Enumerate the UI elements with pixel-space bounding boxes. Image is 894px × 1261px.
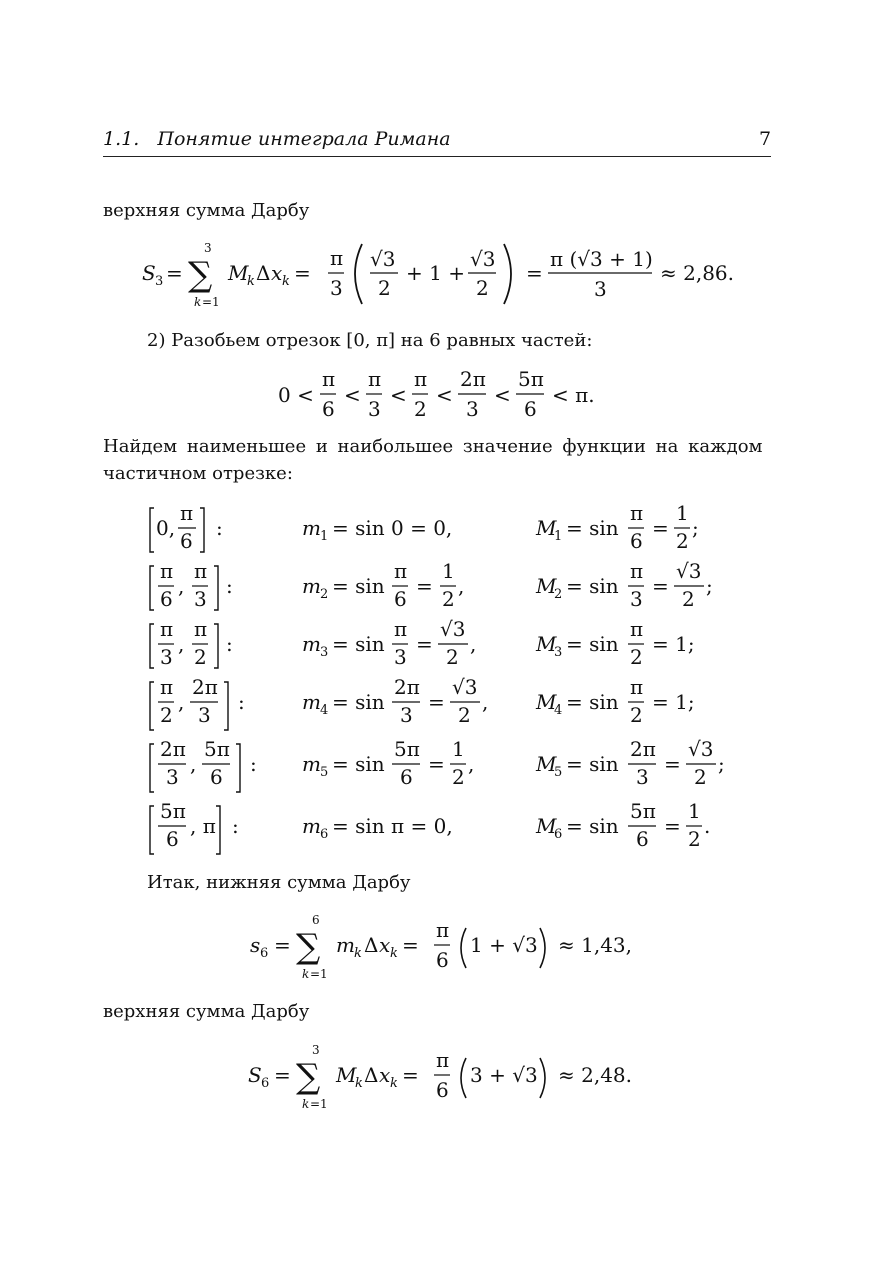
svg-text:2π: 2π: [394, 675, 420, 699]
header-rule: [103, 156, 771, 157]
svg-text:2π: 2π: [160, 737, 186, 761]
svg-text:π: π: [414, 368, 428, 391]
table-row: [150, 799, 710, 854]
svg-text:6: 6: [636, 827, 649, 851]
approx-S3: ≈ 2,86.: [660, 261, 735, 285]
svg-text:=: =: [664, 752, 681, 776]
svg-text:= sin: = sin: [566, 814, 619, 838]
svg-text:6: 6: [524, 397, 537, 421]
svg-text:6: 6: [260, 946, 269, 961]
formula-S6: [240, 1038, 660, 1114]
extrema-table: [140, 500, 760, 860]
svg-text:3 + √3: 3 + √3: [470, 1063, 538, 1087]
svg-text:6: 6: [180, 529, 193, 553]
svg-text:3: 3: [554, 645, 563, 660]
svg-text:=: =: [428, 690, 445, 714]
svg-text:<: <: [390, 383, 407, 407]
svg-text:= sin: = sin: [332, 690, 385, 714]
svg-text:2: 2: [442, 587, 455, 611]
svg-text:2: 2: [676, 529, 689, 553]
svg-text:4: 4: [554, 703, 563, 718]
svg-text:∑: ∑: [296, 927, 321, 967]
svg-text:x: x: [379, 1063, 391, 1087]
svg-text:1: 1: [320, 529, 329, 544]
svg-text:5π: 5π: [204, 737, 230, 761]
svg-text::: :: [216, 516, 223, 540]
svg-text:=: =: [428, 752, 445, 776]
svg-text:,: ,: [178, 574, 185, 598]
svg-text:√3: √3: [676, 559, 702, 583]
svg-text:3: 3: [368, 397, 381, 421]
svg-text:6: 6: [436, 948, 449, 972]
svg-text:= sin 0 = 0,: = sin 0 = 0,: [332, 516, 453, 540]
svg-text:π: π: [630, 559, 644, 583]
running-header: [103, 128, 451, 150]
svg-text:2: 2: [160, 703, 173, 727]
svg-text:= sin: = sin: [566, 690, 619, 714]
svg-text:2π: 2π: [192, 675, 218, 699]
svg-text:π: π: [322, 368, 336, 391]
svg-text:x: x: [379, 933, 391, 957]
svg-text:m: m: [302, 516, 321, 540]
svg-text:2: 2: [320, 587, 329, 602]
svg-text:k: k: [355, 1076, 363, 1091]
svg-text:,: ,: [190, 752, 197, 776]
svg-text:3: 3: [630, 587, 643, 611]
svg-text:6: 6: [322, 397, 335, 421]
svg-text::: :: [238, 690, 245, 714]
formula-S3: [130, 236, 750, 312]
svg-text:0 <: 0 <: [278, 383, 314, 407]
section-title: Понятие интеграла Римана: [157, 128, 451, 150]
svg-text:3: 3: [330, 276, 343, 300]
svg-text:= sin: = sin: [566, 632, 619, 656]
svg-text:= sin: = sin: [332, 752, 385, 776]
svg-text:=: =: [274, 1063, 291, 1087]
find-text-line-2: частичном отрезке:: [103, 463, 293, 484]
svg-text::: :: [226, 574, 233, 598]
svg-text:k: k: [390, 946, 398, 961]
svg-text:6: 6: [210, 765, 223, 789]
svg-text:<: <: [344, 383, 361, 407]
svg-text:k: k: [282, 274, 290, 289]
table-row: [150, 501, 699, 553]
svg-text:√3: √3: [688, 737, 714, 761]
svg-text:;: ;: [718, 752, 725, 776]
svg-text:2: 2: [458, 703, 471, 727]
table-row: [150, 559, 713, 611]
svg-text:= sin: = sin: [566, 574, 619, 598]
svg-text:=: =: [402, 933, 419, 957]
svg-text:<: <: [494, 383, 511, 407]
svg-text:=: =: [652, 516, 669, 540]
svg-text::: :: [232, 814, 239, 838]
svg-text:3: 3: [400, 703, 413, 727]
svg-text:3: 3: [155, 274, 164, 289]
svg-text:m: m: [302, 752, 321, 776]
svg-text:3: 3: [160, 645, 173, 669]
svg-text:Δ: Δ: [256, 261, 271, 285]
svg-text:M: M: [228, 261, 249, 285]
svg-text:2: 2: [378, 276, 391, 300]
svg-text:=1: =1: [202, 295, 220, 309]
svg-text:2: 2: [414, 397, 427, 421]
approx-s6: ≈ 1,43,: [558, 933, 633, 957]
svg-text:5: 5: [320, 765, 329, 780]
svg-text:x: x: [271, 261, 283, 285]
svg-text:k: k: [302, 967, 310, 981]
svg-text:;: ;: [692, 516, 699, 540]
svg-text:√3: √3: [470, 247, 496, 271]
svg-text:5π: 5π: [518, 368, 544, 391]
svg-text:Δ: Δ: [364, 933, 379, 957]
svg-text:=: =: [416, 574, 433, 598]
svg-text:3: 3: [198, 703, 211, 727]
svg-text:,: ,: [178, 632, 185, 656]
svg-text:k: k: [194, 295, 202, 309]
svg-text:= sin: = sin: [566, 752, 619, 776]
svg-text:S: S: [248, 1063, 262, 1087]
svg-text:π: π: [160, 675, 174, 699]
svg-text:1: 1: [688, 799, 701, 823]
formula-partition: [270, 368, 610, 426]
svg-text:5π: 5π: [394, 737, 420, 761]
svg-text:=: =: [294, 261, 311, 285]
svg-text:2π: 2π: [630, 737, 656, 761]
svg-text:s: s: [250, 933, 261, 957]
table-row: [150, 675, 695, 730]
svg-text:2: 2: [554, 587, 563, 602]
step-2-text: 2) Разобьем отрезок [0, π] на 6 равных частей:: [147, 330, 593, 351]
svg-text:M: M: [536, 516, 557, 540]
svg-text:M: M: [536, 814, 557, 838]
svg-text:3: 3: [594, 277, 607, 301]
svg-text:∑: ∑: [296, 1057, 321, 1097]
formula-s6: [240, 908, 660, 984]
table-row: [150, 737, 725, 792]
svg-text:=: =: [652, 574, 669, 598]
svg-text:M: M: [536, 574, 557, 598]
svg-text:,: ,: [470, 632, 477, 656]
svg-text:3: 3: [636, 765, 649, 789]
svg-text:2: 2: [630, 645, 643, 669]
svg-text:6: 6: [554, 827, 563, 842]
svg-text:k: k: [390, 1076, 398, 1091]
svg-text:.: .: [704, 814, 711, 838]
svg-text:k: k: [354, 946, 362, 961]
svg-text:,: ,: [178, 690, 185, 714]
svg-text:π: π: [180, 501, 194, 525]
svg-text:π: π: [394, 559, 408, 583]
svg-text:=: =: [166, 261, 183, 285]
svg-text:3: 3: [204, 241, 212, 255]
svg-text:0,: 0,: [156, 516, 176, 540]
svg-text:π: π: [394, 617, 408, 641]
svg-text:m: m: [302, 814, 321, 838]
svg-text:1: 1: [452, 737, 465, 761]
svg-text:2: 2: [682, 587, 695, 611]
svg-text:, π: , π: [190, 814, 216, 838]
svg-text:2: 2: [688, 827, 701, 851]
svg-text:,: ,: [468, 752, 475, 776]
svg-text:= 1;: = 1;: [652, 690, 695, 714]
svg-text:π: π: [630, 501, 644, 525]
svg-text:5π: 5π: [630, 799, 656, 823]
svg-text:M: M: [536, 632, 557, 656]
svg-text:,: ,: [458, 574, 465, 598]
svg-text:m: m: [336, 933, 355, 957]
svg-text:√3: √3: [440, 617, 466, 641]
upper-sum-intro-1: верхняя сумма Дарбу: [103, 200, 310, 221]
svg-text:1: 1: [442, 559, 455, 583]
svg-text:5: 5: [554, 765, 563, 780]
svg-text:2π: 2π: [460, 368, 486, 391]
svg-text:π: π: [194, 617, 208, 641]
page-number: 7: [759, 128, 772, 150]
svg-text:π: π: [368, 368, 382, 391]
svg-text:π: π: [436, 918, 450, 942]
svg-text:6: 6: [166, 827, 179, 851]
svg-text:=: =: [402, 1063, 419, 1087]
svg-text:2: 2: [446, 645, 459, 669]
svg-text:π: π: [160, 617, 174, 641]
svg-text:2: 2: [694, 765, 707, 789]
svg-text:6: 6: [312, 913, 320, 927]
svg-text:√3: √3: [452, 675, 478, 699]
svg-text:π: π: [630, 617, 644, 641]
svg-text:,: ,: [482, 690, 489, 714]
svg-text:4: 4: [320, 703, 329, 718]
svg-text:m: m: [302, 574, 321, 598]
svg-text:3: 3: [194, 587, 207, 611]
svg-text::: :: [226, 632, 233, 656]
find-text-line-1: Найдем наименьшее и наибольшее значение функции на каждом: [103, 436, 763, 457]
svg-text:=: =: [664, 814, 681, 838]
svg-text:=1: =1: [310, 1097, 328, 1111]
svg-text:=: =: [274, 933, 291, 957]
svg-text:√3: √3: [370, 247, 396, 271]
svg-text:3: 3: [166, 765, 179, 789]
svg-text:1: 1: [554, 529, 563, 544]
svg-text:2: 2: [452, 765, 465, 789]
svg-text:6: 6: [400, 765, 413, 789]
svg-text:π: π: [194, 559, 208, 583]
svg-text:=: =: [416, 632, 433, 656]
svg-text:= sin: = sin: [332, 632, 385, 656]
svg-text:1: 1: [676, 501, 689, 525]
upper-sum-intro-2: верхняя сумма Дарбу: [103, 1001, 310, 1022]
svg-text:π: π: [436, 1048, 450, 1072]
svg-text:6: 6: [320, 827, 329, 842]
svg-text:π: π: [160, 559, 174, 583]
svg-text:3: 3: [466, 397, 479, 421]
svg-text:= sin π = 0,: = sin π = 0,: [332, 814, 453, 838]
section-number: 1.1.: [103, 128, 140, 150]
svg-text:6: 6: [261, 1076, 270, 1091]
svg-text:∑: ∑: [188, 255, 213, 295]
svg-text:3: 3: [394, 645, 407, 669]
svg-text:<: <: [436, 383, 453, 407]
svg-text:6: 6: [394, 587, 407, 611]
svg-text:k: k: [302, 1097, 310, 1111]
svg-text:M: M: [536, 690, 557, 714]
svg-text:S: S: [142, 261, 156, 285]
svg-text:6: 6: [160, 587, 173, 611]
svg-text:2: 2: [194, 645, 207, 669]
svg-text:m: m: [302, 632, 321, 656]
svg-text:5π: 5π: [160, 799, 186, 823]
svg-text:M: M: [336, 1063, 357, 1087]
svg-text:6: 6: [630, 529, 643, 553]
svg-text:=: =: [526, 261, 543, 285]
svg-text:π: π: [330, 246, 344, 270]
svg-text:Δ: Δ: [364, 1063, 379, 1087]
svg-text:= sin: = sin: [332, 574, 385, 598]
svg-text:3: 3: [312, 1043, 320, 1057]
svg-text:M: M: [536, 752, 557, 776]
svg-text:= 1;: = 1;: [652, 632, 695, 656]
svg-text:m: m: [302, 690, 321, 714]
svg-text:3: 3: [320, 645, 329, 660]
approx-S6: ≈ 2,48.: [558, 1063, 633, 1087]
svg-text:6: 6: [436, 1078, 449, 1102]
svg-text:2: 2: [476, 276, 489, 300]
svg-text:π: π: [630, 675, 644, 699]
svg-text:k: k: [247, 274, 255, 289]
svg-text:;: ;: [706, 574, 713, 598]
svg-text:= sin: = sin: [566, 516, 619, 540]
svg-text:π (√3 + 1): π (√3 + 1): [550, 247, 653, 271]
svg-text::: :: [250, 752, 257, 776]
svg-text:=1: =1: [310, 967, 328, 981]
svg-text:2: 2: [630, 703, 643, 727]
svg-text:+ 1 +: + 1 +: [406, 261, 465, 285]
svg-text:< π.: < π.: [552, 383, 595, 407]
lower-sum-intro: Итак, нижняя сумма Дарбу: [147, 872, 411, 893]
svg-text:1 + √3: 1 + √3: [470, 933, 538, 957]
table-row: [150, 617, 695, 669]
